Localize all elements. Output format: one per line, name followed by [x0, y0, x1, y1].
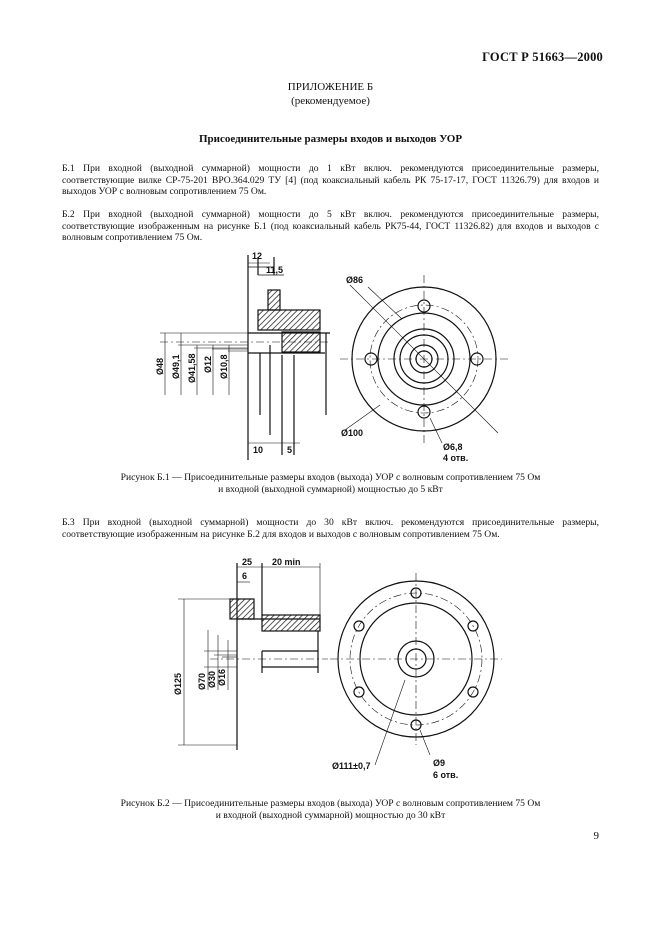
page-number: 9	[593, 830, 599, 842]
dim-d6-8: Ø6,8	[443, 442, 463, 452]
figure-b1-caption-line2: и входной (выходной суммарной) мощностью до 5 кВт	[218, 484, 443, 495]
dim-20min: 20 min	[272, 557, 301, 567]
figure-b1-caption-line1: Рисунок Б.1 — Присоединительные размеры входов (выхода) УОР с волновым сопротивлением 75 Ом	[120, 472, 541, 483]
dim-d49-1: Ø49,1	[171, 354, 181, 379]
figure-b2-caption-line2: и входной (выходной суммарной) мощностью до 30 кВт	[215, 810, 446, 821]
figure-b1-front-view	[340, 275, 508, 443]
section-title: Присоединительные размеры входов и выходов УОР	[198, 133, 463, 145]
dim-d12: Ø12	[203, 355, 213, 373]
dim-d30: Ø30	[207, 670, 217, 688]
dim-d86: Ø86	[346, 275, 364, 285]
dim-d48: Ø48	[155, 357, 165, 375]
figure-b2-front-view	[330, 573, 502, 765]
figure-b2-section-view	[178, 563, 328, 750]
dim-holes-6: 6 отв.	[433, 770, 459, 780]
figure-b2-caption	[62, 798, 599, 822]
dim-12: 12	[252, 251, 263, 261]
figure-b2-drawing	[0, 555, 661, 785]
standard-header: ГОСТ Р 51663—2000	[482, 50, 603, 64]
dim-11-5: 11,5	[266, 265, 284, 275]
paragraph-b3: Б.3 При входной (выходной суммарной) мощности до 30 кВт включ. рекомендуются присоединительные размеры, соответствующие изображенным на рисунке Б.2 для входов и выходов с волновым сопротивлением 75 Ом.	[62, 517, 599, 540]
figure-b1-drawing	[0, 245, 661, 470]
paragraph-b2: Б.2 При входной (выходной суммарной) мощности до 5 кВт включ. рекомендуются присоединительные размеры, соответствующие изображенным на рисунке Б.1 (под коаксиальный кабель РК75-44, ГОСТ 11326.82) для входов и выходов с волновым сопротивлением 75 Ом.	[62, 209, 599, 243]
dim-10: 10	[253, 445, 264, 455]
figure-b1-section-view	[160, 255, 330, 460]
figure-b2-caption-line1: Рисунок Б.2 — Присоединительные размеры входов (выхода) УОР с волновым сопротивлением 75 Ом	[120, 798, 541, 809]
appendix-title: ПРИЛОЖЕНИЕ Б	[287, 81, 374, 93]
figure-b1-caption	[62, 472, 599, 496]
dim-holes-4: 4 отв.	[443, 453, 469, 463]
dim-d9: Ø9	[433, 758, 446, 768]
dim-6: 6	[242, 571, 248, 581]
dim-d70: Ø70	[197, 672, 207, 690]
dim-d10-8: Ø10,8	[219, 354, 229, 379]
dim-d111: Ø111±0,7	[332, 761, 371, 771]
dim-d41-58: Ø41,58	[187, 353, 197, 383]
appendix-heading	[0, 80, 661, 108]
dim-25: 25	[242, 557, 253, 567]
dim-d100: Ø100	[341, 428, 364, 438]
dim-d16: Ø16	[217, 668, 227, 686]
appendix-subtitle: (рекомендуемое)	[291, 95, 370, 107]
dim-d125: Ø125	[173, 672, 183, 695]
paragraph-b1: Б.1 При входной (выходной суммарной) мощности до 1 кВт включ. рекомендуются присоединительные размеры, соответствующие вилке СР-75-201 ВРО.364.029 ТУ [4] (под коаксиальный кабель РК 75-17-17, ГОСТ 11326.79) для входов и выходов УОР с волновым сопротивлением 75 Ом.	[62, 163, 599, 197]
dim-5: 5	[287, 445, 293, 455]
